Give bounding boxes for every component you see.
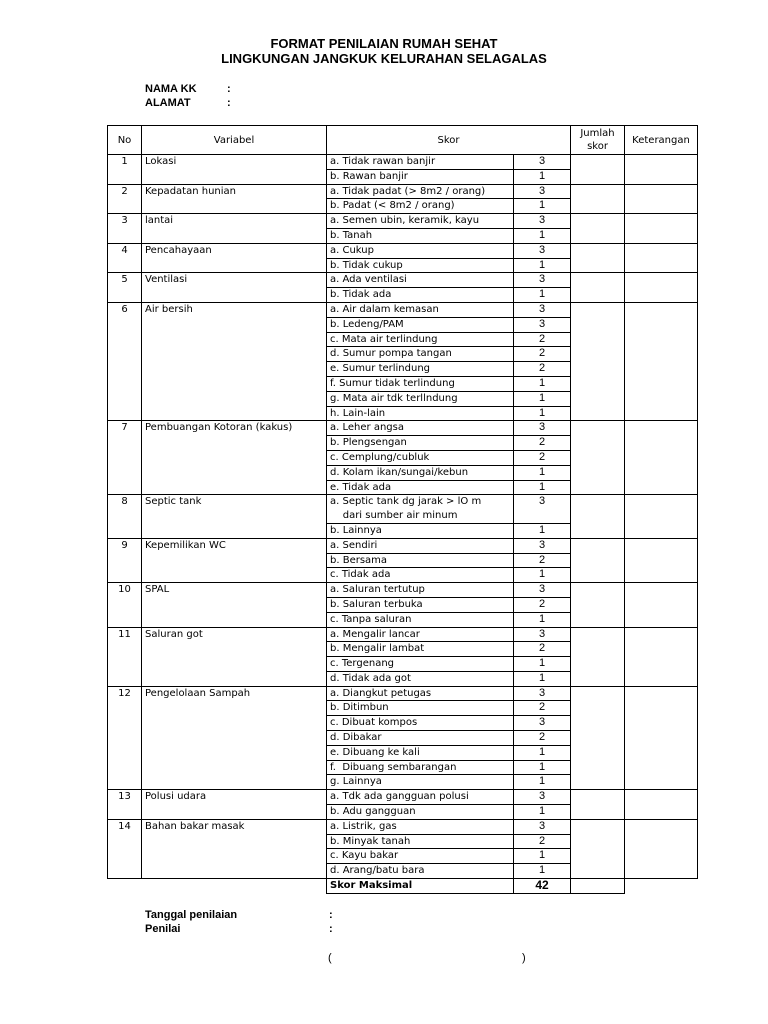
keterangan-cell[interactable]	[625, 243, 698, 273]
row-number: 2	[108, 184, 142, 214]
row-number: 4	[108, 243, 142, 273]
row-variabel: Bahan bakar masak	[142, 819, 327, 878]
tanggal-penilaian-label: Tanggal penilaian	[145, 909, 238, 921]
option-label: a. Air dalam kemasan	[327, 302, 514, 317]
option-label: b. Saluran terbuka	[327, 597, 514, 612]
header-no: No	[108, 126, 142, 155]
option-label: a. Saluran tertutup	[327, 583, 514, 598]
option-label: a. Sendiri	[327, 538, 514, 553]
option-label: a. Ada ventilasi	[327, 273, 514, 288]
option-score: 3	[514, 317, 571, 332]
table-row	[108, 214, 698, 229]
option-score: 2	[514, 362, 571, 377]
option-label: c. Tanpa saluran	[327, 612, 514, 627]
document-subtitle: LINGKUNGAN JANGKUK KELURAHAN SELAGALAS	[221, 51, 547, 66]
jumlah-skor-cell[interactable]	[571, 627, 625, 686]
assessment-table	[107, 125, 698, 894]
jumlah-skor-cell[interactable]	[571, 495, 625, 538]
option-score: 3	[514, 214, 571, 229]
option-label: d. Kolam ikan/sungai/kebun	[327, 465, 514, 480]
row-number: 10	[108, 583, 142, 627]
option-score: 3	[514, 790, 571, 805]
keterangan-cell[interactable]	[625, 155, 698, 185]
table-row	[108, 243, 698, 258]
table-row	[108, 421, 698, 436]
option-score: 1	[514, 406, 571, 421]
header-keterangan: Keterangan	[625, 126, 698, 155]
row-number: 11	[108, 627, 142, 686]
row-variabel: Pembuangan Kotoran (kakus)	[142, 421, 327, 495]
option-label: c. Tidak ada	[327, 568, 514, 583]
keterangan-cell[interactable]	[625, 790, 698, 820]
option-label: b. Bersama	[327, 553, 514, 568]
row-variabel: Polusi udara	[142, 790, 327, 820]
header-skor: Skor	[327, 126, 571, 155]
jumlah-skor-cell[interactable]	[571, 819, 625, 878]
option-score: 1	[514, 199, 571, 214]
jumlah-skor-cell[interactable]	[571, 790, 625, 820]
jumlah-skor-cell[interactable]	[571, 538, 625, 582]
row-variabel: Pencahayaan	[142, 243, 327, 273]
nama-kk-field	[145, 82, 231, 96]
option-label: c. Dibuat kompos	[327, 716, 514, 731]
keterangan-cell[interactable]	[625, 538, 698, 582]
option-label: b. Lainnya	[327, 523, 514, 538]
option-score: 1	[514, 760, 571, 775]
option-label: dari sumber air minum	[327, 509, 514, 523]
option-score: 1	[514, 568, 571, 583]
row-number: 9	[108, 538, 142, 582]
jumlah-skor-cell[interactable]	[571, 583, 625, 627]
keterangan-cell[interactable]	[625, 421, 698, 495]
option-score: 1	[514, 391, 571, 406]
option-score: 1	[514, 612, 571, 627]
option-label: b. Adu gangguan	[327, 805, 514, 820]
keterangan-cell[interactable]	[625, 627, 698, 686]
option-label: d. Dibakar	[327, 731, 514, 746]
table-header-row	[108, 126, 698, 155]
option-score: 3	[514, 302, 571, 317]
total-jumlah-skor-cell[interactable]	[571, 879, 625, 894]
row-variabel: Lokasi	[142, 155, 327, 185]
option-label: f. Sumur tidak terlindung	[327, 376, 514, 391]
option-label: a. Diangkut petugas	[327, 686, 514, 701]
nama-kk-label: NAMA KK	[145, 83, 197, 95]
option-score: 1	[514, 228, 571, 243]
option-score: 1	[514, 775, 571, 790]
row-number: 7	[108, 421, 142, 495]
option-score: 2	[514, 436, 571, 451]
option-label: d. Sumur pompa tangan	[327, 347, 514, 362]
penilai-field	[145, 922, 333, 936]
option-score: 2	[514, 731, 571, 746]
option-score: 1	[514, 288, 571, 303]
tanggal-penilaian-field	[145, 908, 333, 922]
table-row	[108, 495, 698, 509]
row-number: 1	[108, 155, 142, 185]
option-label: e. Tidak ada	[327, 480, 514, 495]
row-variabel: Saluran got	[142, 627, 327, 686]
row-variabel: Air bersih	[142, 302, 327, 420]
penilai-colon: :	[329, 923, 333, 935]
option-label: b. Tanah	[327, 228, 514, 243]
option-score: 3	[514, 819, 571, 834]
row-variabel: SPAL	[142, 583, 327, 627]
row-variabel: lantai	[142, 214, 327, 244]
keterangan-cell[interactable]	[625, 819, 698, 878]
table-row	[108, 686, 698, 701]
keterangan-cell[interactable]	[625, 302, 698, 420]
option-score: 2	[514, 834, 571, 849]
row-number: 3	[108, 214, 142, 244]
document-title: FORMAT PENILAIAN RUMAH SEHAT	[270, 36, 498, 51]
option-score: 2	[514, 347, 571, 362]
option-score: 1	[514, 671, 571, 686]
option-label: c. Tergenang	[327, 657, 514, 672]
option-label: b. Ledeng/PAM	[327, 317, 514, 332]
option-score: 2	[514, 553, 571, 568]
row-variabel: Ventilasi	[142, 273, 327, 303]
option-score: 1	[514, 169, 571, 184]
header-variabel: Variabel	[142, 126, 327, 155]
option-score: 3	[514, 686, 571, 701]
option-label: a. Tidak rawan banjir	[327, 155, 514, 170]
keterangan-cell[interactable]	[625, 214, 698, 244]
option-score: 3	[514, 273, 571, 288]
option-score: 3	[514, 243, 571, 258]
alamat-colon: :	[227, 97, 231, 109]
option-label: a. Leher angsa	[327, 421, 514, 436]
total-spacer	[108, 879, 327, 894]
row-variabel: Septic tank	[142, 495, 327, 538]
option-score: 2	[514, 701, 571, 716]
jumlah-skor-cell[interactable]	[571, 421, 625, 495]
option-score: 3	[514, 155, 571, 170]
table-row	[108, 819, 698, 834]
option-score: 1	[514, 480, 571, 495]
row-variabel: Kepemilikan WC	[142, 538, 327, 582]
signature-close-paren: )	[522, 952, 526, 964]
keterangan-cell[interactable]	[625, 583, 698, 627]
option-score: 3	[514, 184, 571, 199]
option-score: 2	[514, 450, 571, 465]
tanggal-penilaian-colon: :	[329, 909, 333, 921]
option-label: b. Mengalir lambat	[327, 642, 514, 657]
total-row	[108, 879, 698, 894]
option-label: g. Lainnya	[327, 775, 514, 790]
option-label: e. Sumur terlindung	[327, 362, 514, 377]
option-label: b. Rawan banjir	[327, 169, 514, 184]
keterangan-cell[interactable]	[625, 273, 698, 303]
option-label: b. Padat (< 8m2 / orang)	[327, 199, 514, 214]
keterangan-cell[interactable]	[625, 686, 698, 790]
option-score	[514, 509, 571, 523]
option-score: 2	[514, 597, 571, 612]
option-score: 1	[514, 523, 571, 538]
option-label: a. Tdk ada gangguan polusi	[327, 790, 514, 805]
table-row	[108, 627, 698, 642]
jumlah-skor-cell[interactable]	[571, 184, 625, 214]
alamat-label: ALAMAT	[145, 97, 191, 109]
option-score: 1	[514, 805, 571, 820]
option-label: d. Arang/batu bara	[327, 864, 514, 879]
option-score: 2	[514, 332, 571, 347]
option-score: 2	[514, 642, 571, 657]
row-variabel: Pengelolaan Sampah	[142, 686, 327, 790]
option-score: 1	[514, 258, 571, 273]
option-label: b. Plengsengan	[327, 436, 514, 451]
option-score: 1	[514, 864, 571, 879]
table-row	[108, 538, 698, 553]
penilai-label: Penilai	[145, 923, 181, 935]
option-label: b. Tidak cukup	[327, 258, 514, 273]
option-label: c. Mata air terlindung	[327, 332, 514, 347]
option-label: b. Minyak tanah	[327, 834, 514, 849]
option-label: e. Dibuang ke kali	[327, 745, 514, 760]
jumlah-skor-cell[interactable]	[571, 302, 625, 420]
option-label: b. Tidak ada	[327, 288, 514, 303]
option-label: c. Kayu bakar	[327, 849, 514, 864]
table-row	[108, 790, 698, 805]
option-label: c. Cemplung/cubluk	[327, 450, 514, 465]
option-label: h. Lain-lain	[327, 406, 514, 421]
row-number: 12	[108, 686, 142, 790]
option-label: g. Mata air tdk terllndung	[327, 391, 514, 406]
option-label: a. Semen ubin, keramik, kayu	[327, 214, 514, 229]
option-label: a. Septic tank dg jarak > lO m	[327, 495, 514, 509]
option-score: 3	[514, 583, 571, 598]
option-score: 1	[514, 849, 571, 864]
alamat-field	[145, 96, 231, 110]
row-number: 14	[108, 819, 142, 878]
option-label: a. Cukup	[327, 243, 514, 258]
option-label: b. Ditimbun	[327, 701, 514, 716]
keterangan-cell[interactable]	[625, 495, 698, 538]
option-score: 3	[514, 495, 571, 509]
table-row	[108, 583, 698, 598]
option-score: 1	[514, 465, 571, 480]
jumlah-skor-cell[interactable]	[571, 214, 625, 244]
row-number: 5	[108, 273, 142, 303]
option-score: 1	[514, 745, 571, 760]
table-row	[108, 184, 698, 199]
table-row	[108, 155, 698, 170]
option-score: 3	[514, 716, 571, 731]
signature-open-paren: (	[328, 952, 332, 964]
option-label: a. Mengalir lancar	[327, 627, 514, 642]
keterangan-cell[interactable]	[625, 184, 698, 214]
option-label: d. Tidak ada got	[327, 671, 514, 686]
option-label: f. Dibuang sembarangan	[327, 760, 514, 775]
jumlah-skor-cell[interactable]	[571, 243, 625, 273]
option-label: a. Listrik, gas	[327, 819, 514, 834]
option-score: 3	[514, 627, 571, 642]
header-jumlah-skor: Jumlah skor	[571, 126, 625, 155]
table-row	[108, 273, 698, 288]
total-score: 42	[514, 879, 571, 894]
table-row	[108, 302, 698, 317]
option-score: 1	[514, 657, 571, 672]
option-score: 3	[514, 538, 571, 553]
jumlah-skor-cell[interactable]	[571, 686, 625, 790]
row-variabel: Kepadatan hunian	[142, 184, 327, 214]
row-number: 8	[108, 495, 142, 538]
jumlah-skor-cell[interactable]	[571, 155, 625, 185]
option-label: a. Tidak padat (> 8m2 / orang)	[327, 184, 514, 199]
jumlah-skor-cell[interactable]	[571, 273, 625, 303]
nama-kk-colon: :	[227, 83, 231, 95]
row-number: 6	[108, 302, 142, 420]
total-label: Skor Maksimal	[327, 879, 514, 894]
row-number: 13	[108, 790, 142, 820]
total-keterangan-spacer	[625, 879, 698, 894]
option-score: 1	[514, 376, 571, 391]
option-score: 3	[514, 421, 571, 436]
